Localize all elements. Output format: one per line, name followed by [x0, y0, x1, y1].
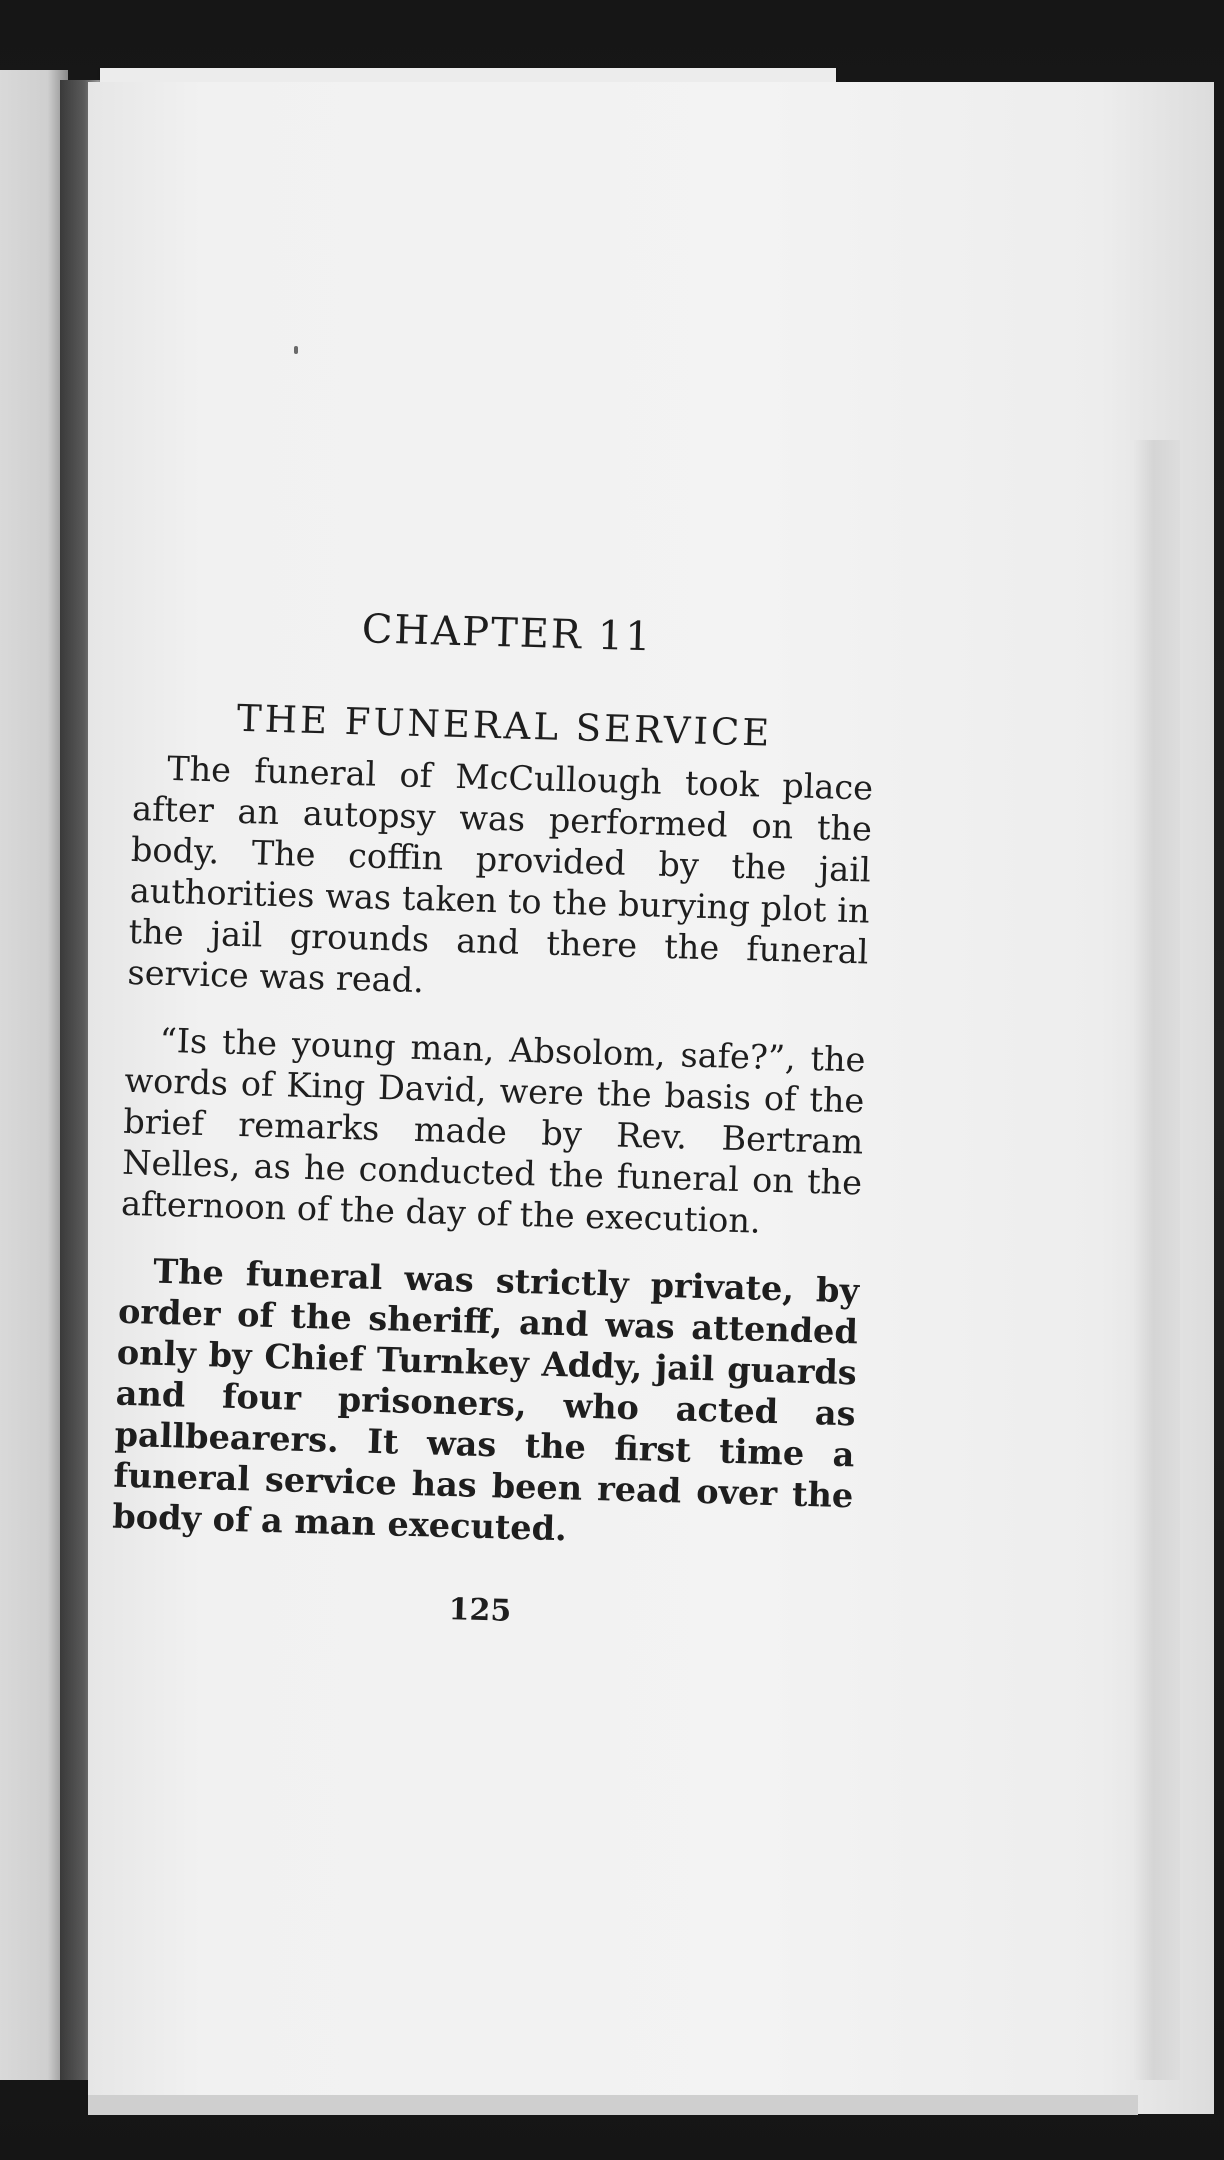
page-bottom-edge — [88, 2095, 1138, 2115]
page-number: 125 — [448, 1592, 512, 1629]
paragraph-1: The funeral of McCullough took place after an autopsy was performed on the body. The coffin provided by the jail authorities was taken to the burying plot in the jail grounds and there the funeral service was read. — [127, 748, 874, 1001]
paragraph-3: The funeral was strictly private, by order of the sheriff, and was attended only by Chief Turnkey Addy, jail guards and four prisoners, who acted as pallbearers. It was the first time a funeral service has been read over the body of a man executed. — [111, 1251, 860, 1549]
chapter-title: THE FUNERAL SERVICE — [236, 696, 773, 755]
dust-speck — [294, 346, 298, 354]
chapter-heading: CHAPTER 11 — [361, 606, 654, 661]
page-text — [110, 600, 878, 1638]
page-right-shadow — [1132, 440, 1180, 2080]
adjacent-page-edge — [0, 70, 68, 2080]
paragraph-2: “Is the young man, Absolom, safe?”, the words of King David, were the basis of the brief remarks made by Rev. Bertram Nelles, as he conducted the funeral on the afternoon of the day of the execution. — [120, 1020, 866, 1241]
